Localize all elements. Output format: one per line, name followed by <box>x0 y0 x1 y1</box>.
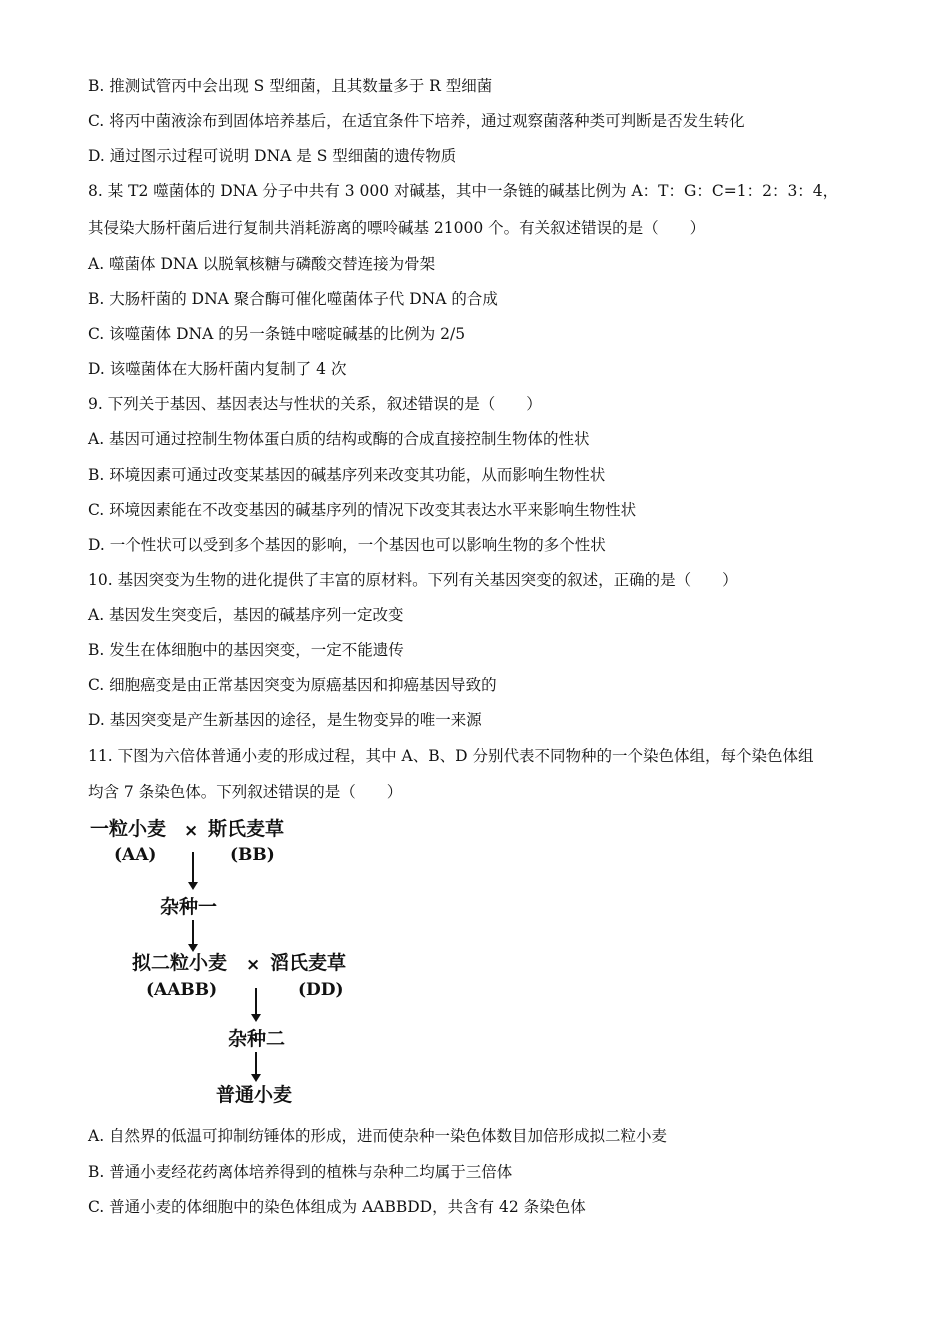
q10-option-b: B. 发生在体细胞中的基因突变，一定不能遗传 <box>88 641 404 659</box>
q11-option-b: B. 普通小麦经花药离体培养得到的植株与杂种二均属于三倍体 <box>88 1163 513 1181</box>
cross-symbol-2: × <box>246 955 261 975</box>
wheat-formation-diagram <box>86 812 386 1112</box>
q8-option-b: B. 大肠杆菌的 DNA 聚合酶可催化噬菌体子代 DNA 的合成 <box>88 290 498 308</box>
q10-option-d: D. 基因突变是产生新基因的途径，是生物变异的唯一来源 <box>88 711 482 729</box>
q9-stem: 9. 下列关于基因、基因表达与性状的关系，叙述错误的是（ ） <box>88 395 542 413</box>
arrow-down-icon <box>255 1052 257 1080</box>
parent2-label: 斯氏麦草 <box>208 818 285 840</box>
q8-option-d: D. 该噬菌体在大肠杆菌内复制了 4 次 <box>88 360 347 378</box>
q9-option-a: A. 基因可通过控制生物体蛋白质的结构或酶的合成直接控制生物体的性状 <box>88 430 590 448</box>
q10-option-c: C. 细胞癌变是由正常基因突变为原癌基因和抑癌基因导致的 <box>88 676 497 694</box>
q10-option-a: A. 基因发生突变后，基因的碱基序列一定改变 <box>88 606 404 624</box>
arrow-down-icon <box>255 988 257 1020</box>
cross-symbol-1: × <box>184 821 199 841</box>
q11-option-c: C. 普通小麦的体细胞中的染色体组成为 AABBDD，共含有 42 条染色体 <box>88 1198 586 1216</box>
tetraploid-label: 拟二粒小麦 <box>132 952 228 974</box>
q7-option-d: D. 通过图示过程可说明 DNA 是 S 型细菌的遗传物质 <box>88 147 457 165</box>
q10-stem: 10. 基因突变为生物的进化提供了丰富的原材料。下列有关基因突变的叙述，正确的是（ ） <box>88 571 738 589</box>
q8-option-c: C. 该噬菌体 DNA 的另一条链中嘧啶碱基的比例为 2/5 <box>88 325 466 343</box>
q11-option-a: A. 自然界的低温可抑制纺锤体的形成，进而使杂种一染色体数目加倍形成拟二粒小麦 <box>88 1127 668 1145</box>
q7-option-b: B. 推测试管丙中会出现 S 型细菌，且其数量多于 R 型细菌 <box>88 77 493 95</box>
parent3-genome: (DD) <box>298 980 344 1000</box>
hybrid2-label: 杂种二 <box>228 1028 286 1050</box>
tetraploid-genome: (AABB) <box>146 980 218 1000</box>
q9-option-b: B. 环境因素可通过改变某基因的碱基序列来改变其功能，从而影响生物性状 <box>88 466 606 484</box>
q9-option-c: C. 环境因素能在不改变基因的碱基序列的情况下改变其表达水平来影响生物性状 <box>88 501 637 519</box>
q7-option-c: C. 将丙中菌液涂布到固体培养基后，在适宜条件下培养，通过观察菌落种类可判断是否发生转化 <box>88 112 745 130</box>
parent1-label: 一粒小麦 <box>90 818 167 840</box>
q9-option-d: D. 一个性状可以受到多个基因的影响，一个基因也可以影响生物的多个性状 <box>88 536 606 554</box>
arrow-down-icon <box>192 920 194 950</box>
parent3-label: 滔氏麦草 <box>270 952 347 974</box>
arrow-down-icon <box>192 852 194 888</box>
parent1-genome: (AA) <box>114 845 157 865</box>
hybrid1-label: 杂种一 <box>160 896 218 918</box>
q8-stem-line2: 其侵染大肠杆菌后进行复制共消耗游离的嘌呤碱基 21000 个。有关叙述错误的是（ ） <box>88 219 706 237</box>
result-label: 普通小麦 <box>216 1084 293 1106</box>
parent2-genome: (BB) <box>230 845 275 865</box>
q8-stem-line1: 8. 某 T2 噬菌体的 DNA 分子中共有 3 000 对碱基，其中一条链的碱基比例为 A：T：G：C=1：2：3：4， <box>88 182 839 200</box>
q11-stem-line1: 11. 下图为六倍体普通小麦的形成过程，其中 A、B、D 分别代表不同物种的一个染色体组，每个染色体组 <box>88 747 814 765</box>
q8-option-a: A. 噬菌体 DNA 以脱氧核糖与磷酸交替连接为骨架 <box>88 255 436 273</box>
q11-stem-line2: 均含 7 条染色体。下列叙述错误的是（ ） <box>88 783 403 801</box>
